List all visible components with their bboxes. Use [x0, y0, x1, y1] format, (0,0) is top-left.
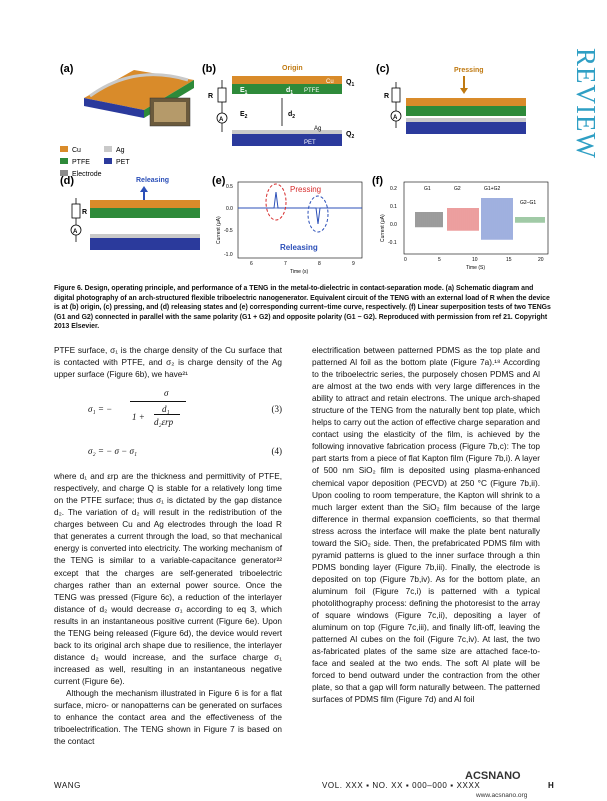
label-e2: $E_2$ — [240, 111, 248, 120]
f-ylabel: Current (μA) — [380, 214, 386, 242]
f-xtick-4: 20 — [538, 257, 544, 263]
label-d1: $d_1$ — [286, 87, 294, 96]
label-q2: $Q_2$ — [346, 131, 355, 140]
review-side-label: REVIEW — [571, 48, 601, 159]
label-pet: PET — [304, 140, 316, 146]
label-origin: Origin — [282, 65, 303, 72]
eq3-number: (3) — [271, 404, 282, 415]
f-ytick-3: -0.1 — [388, 240, 397, 246]
chart-f — [380, 182, 548, 271]
f-xtick-0: 0 — [404, 257, 407, 263]
f-ytick-0: 0.2 — [390, 186, 397, 192]
label-cu: Cu — [326, 79, 334, 85]
label-ag: Ag — [314, 126, 322, 132]
figure-6-graphic — [54, 58, 554, 280]
figure-6 — [54, 58, 554, 280]
f-label-g1g2: G1+G2 — [484, 186, 501, 192]
figure-caption: Figure 6. Design, operating principle, and performance of a TENG in the metal-to-dielectric in contact-separation mode. (a) Schematic diagram and digital photography of an arch-structured flexible triboelectric nanogenerator. Equivalent circuit of the TENG with an external load of R when the device is at (b) origin, (c) pressing, and (d) releasing states and (e) corresponding current–time curve, respectively. (f) Linear superposition tests of two TENGs (G1 and G2) connected in parallel with the same polarity (G1 + G2) and opposite polarity (G1 − G2). Reproduced with permission from ref 21. Copyright 2013 Elsevier. — [54, 285, 551, 331]
label-a-c: A — [393, 115, 398, 121]
left-paragraph-2: where d₁ and εrp are the thickness and permittivity of PTFE, respectively, and charge Q is stable for a relatively long time on the PTFE surface; thus σ₁ is dictated by the gap distance d₂. The variation of d₂ will result in the redistribution of the charges between Cu and Ag electrodes through the load R that generates a current through the load, so that mechanical energy is converted into electricity. The working mechanism of the TENG is similar to a variable-capacitance generator²² except that the charges are self-generated triboelectric charges rather than an external power source. Once the TENG was pressed (Figure 6c), a reduction of the interlayer distance of d₂ would decrease σ₁ according to eq 3, which results in an instantaneous positive current (Figure 6e). Upon the TENG being released (Figure 6d), the device would revert back to its original arch shape due to resilience, the interlayer distance d₂ would increase, and the surface charge σ₁ increased as well, resulting in an instantaneous negative current (Figure 6e). — [54, 472, 282, 686]
label-a-b: A — [219, 117, 224, 123]
panel-label-f: (f) — [372, 175, 383, 187]
label-r-d: R — [82, 209, 88, 216]
f-label-g1: G1 — [424, 186, 431, 192]
label-r-c: R — [384, 93, 390, 100]
label-pressing-e: Pressing — [290, 185, 322, 194]
panel-label-b: (b) — [202, 63, 217, 75]
right-paragraph-1: electrification between patterned PDMS as the top plate and patterned Al foil as the bottom plate (Figure 7a).¹⁸ According to the triboelectric series, the purposely chosen PDMS and Al are almost at the two ends with very large differences in the ability to attract and retain electrons. The unique arch-shaped structure of the TENG from the naturally bent top plate, which helps to carry out the action of effective charge separation and contact using the elasticity of the film, is achieved by the following innovative fabrication process (Figure 7b,c): The top part starts from a piece of flat Kapton film (Figure 7b,i). A layer of 500 nm SiO₂ film is deposited using plasma-enhanced chemical vapor deposition (PECVD) at 250 °C (Figure 7b,ii). Upon cooling to room temperature, the Kapton will shrink to a much larger extent than the SiO₂ film because of the large difference in thermal expansion coefficients, so that thermal stress across the interface will make the plate bent naturally toward the SiO₂ side. Then, the prefabricated PDMS film with pyramid patterns is glued to the inner surface through a thin PDMS bonding layer (Figure 7b,iii). Finally, the electrode is deposited on top (Figure 7b,iv). As for the bottom plate, an aluminum foil (Figure 7c,i) is patterned with a typical photolithography process: defining the photoresist to the array of square windows (Figure 7c,ii), depositing a layer of aluminum on top (Figure 7c,iii), and finally lift-off, leaving the patterned Al cubes on the foil (Figure 7c,iv). At last, the two as-fabricated plates of the same size are attached face-to-face and sealed at the two ends. The soft Al plate will be forced to bend outward under the contraction from the other plate, so that a gap will form naturally between. The patterned surfaces of PDMS film (Figure 7d) and Al foil — [312, 346, 540, 705]
legend-a — [60, 146, 130, 178]
panel-label-a: (a) — [60, 63, 74, 75]
label-d2: $d_2$ — [288, 111, 296, 120]
label-releasing-e: Releasing — [280, 243, 318, 252]
label-e1: $E_1$ — [240, 87, 248, 96]
left-paragraph-1: PTFE surface, σ₁ is the charge density of the Cu surface that is contacted with PTFE, and σ₂ is charge density of the Ag upper surface (Figure 6b), we have²¹ — [54, 346, 282, 380]
label-q1: $Q_1$ — [346, 79, 355, 88]
eq3-den-b-num: d₁ — [162, 404, 170, 415]
e-ytick-3: -1.0 — [224, 252, 233, 258]
legend-cu: Cu — [72, 147, 81, 154]
eq3-lhs: σ₁ = − — [88, 404, 113, 415]
footer-website: www.acsnano.org — [476, 792, 528, 799]
legend-ptfe: PTFE — [72, 159, 90, 166]
circuit-pressing — [384, 67, 526, 134]
eq3-den-a: 1 + — [132, 412, 145, 423]
label-a-d: A — [73, 229, 78, 235]
e-ytick-2: -0.5 — [224, 228, 233, 234]
e-xtick-0: 6 — [250, 261, 253, 267]
panel-label-e: (e) — [212, 175, 226, 187]
f-xtick-2: 10 — [472, 257, 478, 263]
eq4-number: (4) — [271, 446, 282, 457]
left-paragraph-3: Although the mechanism illustrated in Figure 6 is for a flat surface, micro- or nanopatterns can be generated on surfaces to enhance the contact area and the effectiveness of the triboelectrification. The TENG shown in Figure 7 is based on the contact — [54, 688, 282, 747]
f-xtick-1: 5 — [438, 257, 441, 263]
journal-logo: ACSNANO — [465, 770, 521, 782]
panel-label-c: (c) — [376, 63, 390, 75]
label-r-b: R — [208, 93, 214, 100]
left-column — [54, 345, 282, 748]
e-xlabel: Time (s) — [290, 269, 309, 275]
e-ytick-1: 0.0 — [226, 206, 233, 212]
device-3d-illustration — [84, 70, 194, 126]
label-releasing-d: Releasing — [136, 177, 170, 184]
panel-label-d: (d) — [60, 175, 75, 187]
f-label-g2g1: G2–G1 — [520, 200, 537, 206]
circuit-releasing — [71, 177, 200, 250]
chart-e — [216, 182, 362, 275]
e-ytick-0: 0.5 — [226, 184, 233, 190]
e-xtick-2: 8 — [318, 261, 321, 267]
f-xtick-3: 15 — [506, 257, 512, 263]
e-ylabel: Current (μA) — [216, 216, 222, 244]
footer-author: WANG — [54, 781, 81, 790]
footer-volume: VOL. XXX ▪ NO. XX ▪ 000–000 ▪ XXXX — [322, 781, 481, 790]
equation-3 — [54, 381, 282, 445]
equation-4 — [54, 445, 282, 471]
right-column — [312, 345, 540, 706]
eq3-numerator: σ — [164, 388, 169, 399]
legend-ag: Ag — [116, 147, 125, 154]
label-ptfe: PTFE — [304, 88, 320, 94]
e-xtick-1: 7 — [284, 261, 287, 267]
legend-pet: PET — [116, 159, 130, 166]
e-xtick-3: 9 — [352, 261, 355, 267]
circuit-origin — [208, 65, 354, 146]
eq4-body: σ₂ = − σ − σ₁ — [88, 446, 138, 457]
label-pressing-c: Pressing — [454, 67, 484, 74]
f-xlabel: Time (S) — [466, 265, 485, 271]
legend-electrode: Electrode — [72, 171, 102, 178]
f-ytick-2: 0.0 — [390, 222, 397, 228]
eq3-den-b-den: d₂εrp — [154, 417, 174, 428]
f-ytick-1: 0.1 — [390, 204, 397, 210]
footer-page-number: H — [548, 781, 555, 790]
f-label-g2: G2 — [454, 186, 461, 192]
